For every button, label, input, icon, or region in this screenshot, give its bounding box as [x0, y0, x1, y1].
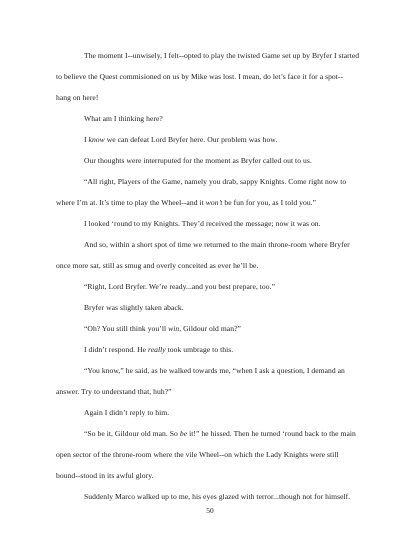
text-run: Suddenly Marco walked up to me, his eyes glazed with terror...though not for himself.: [84, 492, 351, 501]
italic-text: be: [179, 429, 188, 438]
paragraph: [56, 213, 368, 234]
text-run: “You know,” he said, as he walked towards me, “when I ask a question, I demand an: [84, 366, 345, 375]
text-run: bound--stood in its awful glory.: [56, 471, 154, 480]
paragraph: [56, 150, 368, 171]
text-run: be fun for you, as I told you.”: [222, 198, 317, 207]
paragraph: [56, 318, 368, 339]
text-run: I didn’t respond. He: [84, 345, 148, 354]
text-run: we can defeat Lord Bryfer here. Our problem was how.: [104, 135, 278, 144]
text-line: [56, 360, 368, 381]
paragraph: [56, 234, 368, 276]
text-run: it!” he hissed. Then he turned ‘round back to the main: [187, 429, 356, 438]
text-line: [56, 276, 368, 297]
text-run: Gildour old man?”: [181, 324, 241, 333]
text-line: [56, 486, 368, 507]
text-line: [56, 297, 368, 318]
text-line: [56, 66, 368, 87]
text-run: open sector of the throne-room where the vile Wheel--on which the Lady Knights were still: [56, 450, 339, 459]
paragraph: [56, 108, 368, 129]
text-line: [56, 381, 368, 402]
text-line: [56, 171, 368, 192]
text-line: [56, 129, 368, 150]
text-run: “Oh? You still think you’ll: [84, 324, 169, 333]
text-run: Our thoughts were interruputed for the moment as Bryfer called out to us.: [84, 156, 312, 165]
text-line: [56, 339, 368, 360]
text-run: hang on here!: [56, 93, 99, 102]
text-line: [56, 318, 368, 339]
text-run: And so, within a short spot of time we returned to the main throne-room where Bryfer: [84, 240, 350, 249]
paragraph: [56, 423, 368, 486]
paragraph: [56, 360, 368, 402]
paragraph: [56, 339, 368, 360]
text-line: [56, 255, 368, 276]
text-run: I: [84, 135, 89, 144]
paragraph: [56, 276, 368, 297]
text-run: “So be it, Gildour old man. So: [84, 429, 180, 438]
text-run: Bryfer was slightly taken aback.: [84, 303, 184, 312]
text-run: where I’m at. It’s time to play the Wheel--and it: [56, 198, 206, 207]
paragraph: [56, 171, 368, 213]
text-run: “Right, Lord Bryfer. We’re ready...and you best prepare, too.”: [84, 282, 275, 291]
italic-text: win,: [168, 324, 182, 333]
text-line: [56, 465, 368, 486]
text-line: [56, 234, 368, 255]
italic-text: know: [88, 135, 105, 144]
text-line: [56, 150, 368, 171]
text-line: [56, 108, 368, 129]
italic-text: won’t: [205, 198, 223, 207]
text-run: Again I didn’t reply to him.: [84, 408, 170, 417]
text-run: to believe the Quest commisioned on us by Mike was lost. I mean, do let’s face it for a spot--: [56, 72, 344, 81]
body-text: [56, 45, 368, 507]
page-number: 50: [206, 506, 214, 515]
text-run: took umbrage to this.: [165, 345, 234, 354]
text-line: [56, 402, 368, 423]
paragraph: [56, 486, 368, 507]
text-run: I looked ‘round to my Knights. They’d received the message; now it was on.: [84, 219, 321, 228]
paragraph: [56, 402, 368, 423]
text-run: answer. Try to understand that, huh?”: [56, 387, 172, 396]
paragraph: [56, 129, 368, 150]
paragraph: [56, 297, 368, 318]
text-run: “All right, Players of the Game, namely you drab, sappy Knights. Come right now to: [84, 177, 347, 186]
text-line: [56, 45, 368, 66]
paragraph: [56, 45, 368, 108]
text-line: [56, 444, 368, 465]
text-line: [56, 192, 368, 213]
italic-text: really: [147, 345, 166, 354]
text-line: [56, 87, 368, 108]
text-run: What am I thinking here?: [84, 114, 163, 123]
text-run: The moment I--unwisely, I felt--opted to play the twisted Game set up by Bryfer I started: [84, 51, 360, 60]
text-line: [56, 423, 368, 444]
text-run: once more sat, still as smug and overly conceited as ever he’ll be.: [56, 261, 259, 270]
text-line: [56, 213, 368, 234]
